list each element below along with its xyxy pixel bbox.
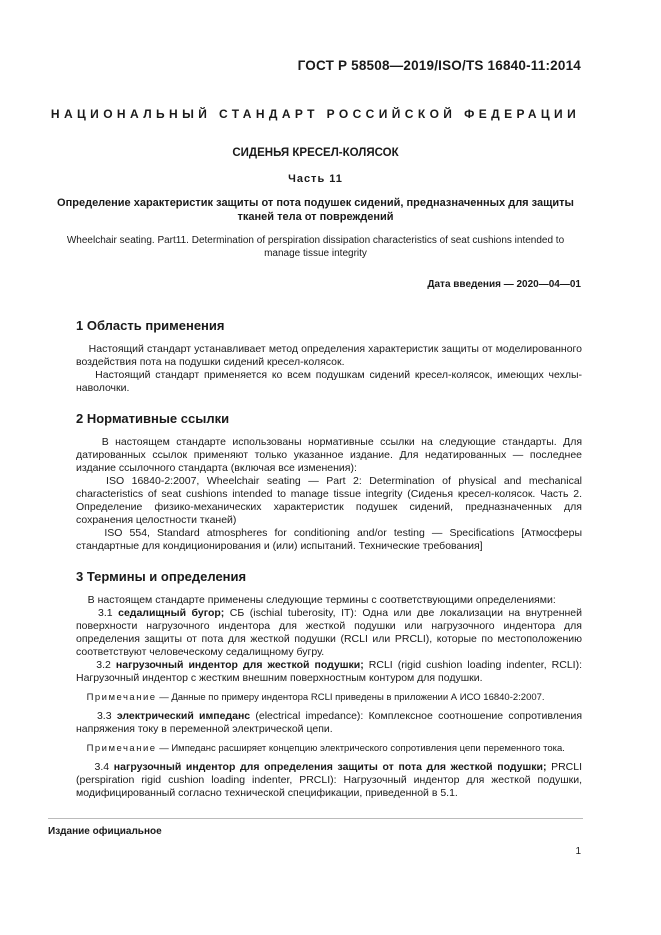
footer-divider [48,818,583,819]
section-2-paragraph: В настоящем стандарте использованы нормативные ссылки на следующие стандарты. Для датированных ссылок применяют только указанное издание. Для недатированных — последнее издание ссылочного стандарта (включая все изменения): [76,436,583,474]
term-3-4: 3.4 нагрузочный индентор для определения защиты от пота для жесткой подушки; PRCLI (perspiration rigid cushion loading indenter, PRCLI): Нагрузочный индентор для жесткой подушки, модифицированный согласно технической спецификации, приведенной в 5.1. [76,761,583,799]
section-2-heading: 2 Нормативные ссылки [76,411,230,426]
section-1-paragraph: Настоящий стандарт применяется ко всем подушкам сидений кресел-колясок, имеющих чехлы-наволочки. [76,369,583,394]
note-1: Примечание — Данные по примеру индентора RCLI приведены в приложении А ИСО 16840-2:2007. [86,692,545,703]
section-2-paragraph: ISO 554, Standard atmospheres for conditioning and/or testing — Specifications [Атмосферы стандартные для кондиционирования и (или) испытаний. Технические требования] [76,527,582,552]
english-subtitle: Wheelchair seating. Part11. Determination of perspiration dissipation characteristics of seat cushions intended to manage tissue integrity [66,235,565,259]
page-number: 1 [575,846,581,857]
document-body [76,318,582,800]
introduction-date: Дата введения — 2020—04—01 [427,279,581,290]
russian-subtitle: Определение характеристик защиты от пота подушек сидений, предназначенных для защиты тканей тела от повреждений [57,197,574,223]
standard-title: СИДЕНЬЯ КРЕСЕЛ-КОЛЯСОК [232,147,399,159]
section-3-heading: 3 Термины и определения [76,569,247,584]
section-1-heading: 1 Область применения [76,318,225,333]
national-standard-heading: НАЦИОНАЛЬНЫЙ СТАНДАРТ РОССИЙСКОЙ ФЕДЕРАЦИИ [50,107,581,121]
official-edition-label: Издание официальное [48,826,162,837]
term-3-2: 3.2 нагрузочный индентор для жесткой подушки; RCLI (rigid cushion loading indenter, RCLI): Нагрузочный индентор с жестким внешним поверхностным контуром для подушки. [76,659,583,684]
note-2: Примечание — Импеданс расширяет концепцию электрического сопротивления цепи переменного тока. [86,743,565,754]
section-3-paragraph: В настоящем стандарте применены следующие термины с соответствующими определениями: [87,594,556,606]
part-number: Часть 11 [288,173,343,185]
standard-code: ГОСТ Р 58508—2019/ISO/TS 16840-11:2014 [297,58,581,73]
section-1-paragraph: Настоящий стандарт устанавливает метод определения характеристик защиты от моделированного воздействия пота на подушки сидений кресел-колясок. [76,343,582,368]
term-3-1: 3.1 седалищный бугор; СБ (ischial tuberosity, IT): Одна или две локализации на внутренней поверхности нагрузочного индентора для жесткой подушки или нагрузочного индентора для определения защиты от пота для жесткой подушки (RCLI или PRCLI), которые по местоположению соответствуют человеческому седалищному бугру. [76,607,583,658]
term-3-3: 3.3 электрический импеданс (electrical impedance): Комплексное соотношение сопротивления напряжения току в переменной электрической цепи. [76,710,583,735]
section-2-paragraph: ISO 16840-2:2007, Wheelchair seating — Part 2: Determination of physical and mechanical characteristics of seat cushions intended to manage tissue integrity (Сиденья кресел-колясок. Часть 2. Определение физико-механических характеристик подушек сидений, предназначенных для сохранения целостности тканей) [76,475,582,526]
